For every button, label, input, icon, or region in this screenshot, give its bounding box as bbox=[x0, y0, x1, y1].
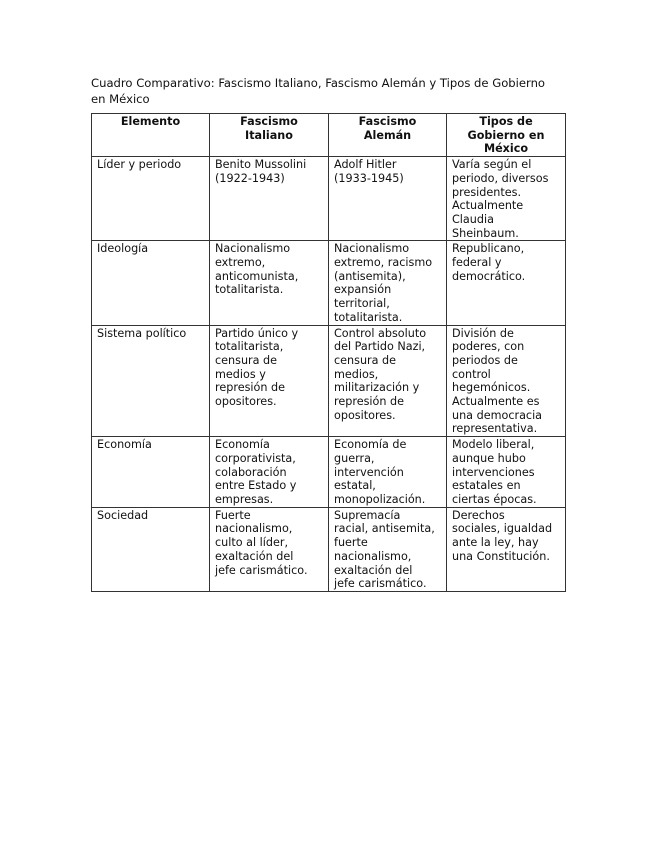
table-row bbox=[92, 437, 566, 508]
table-cell: División de poderes, con periodos de control hegemónicos. Actualmente es una democracia representativa. bbox=[447, 325, 566, 437]
table-cell: Derechos sociales, igualdad ante la ley, hay una Constitución. bbox=[447, 507, 566, 591]
table-cell: Varía según el periodo, diversos presidentes. Actualmente Claudia Sheinbaum. bbox=[447, 157, 566, 241]
document-title: Cuadro Comparativo: Fascismo Italiano, Fascismo Alemán y Tipos de Gobierno en México bbox=[91, 76, 546, 106]
table-cell: Nacionalismo extremo, anticomunista, totalitarista. bbox=[210, 241, 329, 325]
table-row bbox=[92, 325, 566, 437]
header-tipos-gobierno-mexico: Tipos de Gobierno en México bbox=[447, 114, 566, 157]
table-row bbox=[92, 507, 566, 591]
header-fascismo-aleman: Fascismo Alemán bbox=[329, 114, 447, 157]
table-cell: Economía corporativista, colaboración entre Estado y empresas. bbox=[210, 437, 329, 508]
header-elemento: Elemento bbox=[92, 114, 210, 157]
table-cell: Supremacía racial, antisemita, fuerte nacionalismo, exaltación del jefe carismático. bbox=[329, 507, 447, 591]
table-cell: Nacionalismo extremo, racismo (antisemita), expansión territorial, totalitarista. bbox=[329, 241, 447, 325]
table-cell: Ideología bbox=[92, 241, 210, 325]
table-row bbox=[92, 157, 566, 241]
table-cell: Modelo liberal, aunque hubo intervenciones estatales en ciertas épocas. bbox=[447, 437, 566, 508]
table-cell: Sistema político bbox=[92, 325, 210, 437]
table-cell: Adolf Hitler (1933-1945) bbox=[329, 157, 447, 241]
table-row bbox=[92, 241, 566, 325]
header-fascismo-italiano: Fascismo Italiano bbox=[210, 114, 329, 157]
table-cell: Partido único y totalitarista, censura de medios y represión de opositores. bbox=[210, 325, 329, 437]
table-header-row bbox=[92, 114, 566, 157]
table-cell: Sociedad bbox=[92, 507, 210, 591]
table-cell: Control absoluto del Partido Nazi, censura de medios, militarización y represión de opositores. bbox=[329, 325, 447, 437]
table-cell: Fuerte nacionalismo, culto al líder, exaltación del jefe carismático. bbox=[210, 507, 329, 591]
comparison-table bbox=[91, 113, 566, 592]
table-cell: Republicano, federal y democrático. bbox=[447, 241, 566, 325]
table-cell: Economía bbox=[92, 437, 210, 508]
table-cell: Benito Mussolini (1922-1943) bbox=[210, 157, 329, 241]
table-cell: Economía de guerra, intervención estatal, monopolización. bbox=[329, 437, 447, 508]
table-cell: Líder y periodo bbox=[92, 157, 210, 241]
